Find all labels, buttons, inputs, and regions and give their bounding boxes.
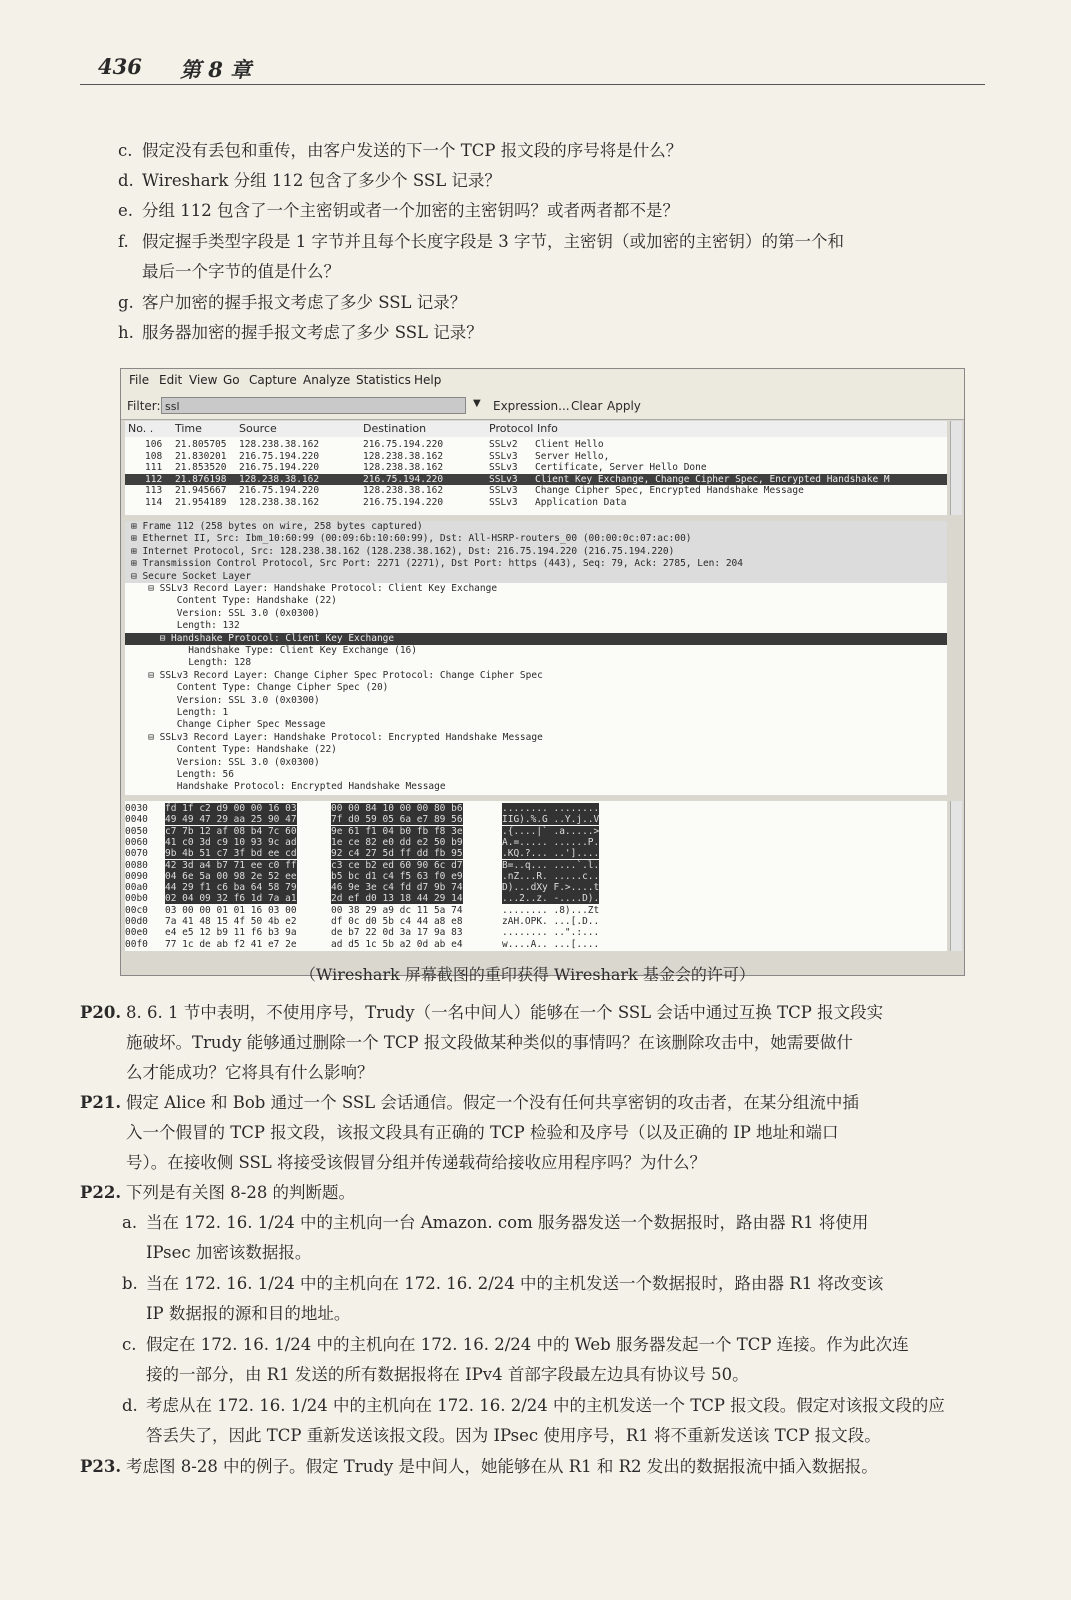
hex-b1: fd 1f c2 d9 00 00 16 03 (165, 803, 297, 814)
hex-b2: c3 ce b2 ed 60 90 6c d7 (331, 859, 463, 871)
hex-row (125, 905, 947, 916)
clear-button[interactable]: Clear (571, 399, 603, 413)
hex-b1: 44 29 f1 c6 ba 64 58 79 (165, 882, 297, 894)
hex-b1: e4 e5 12 b9 11 f6 b3 9a (165, 927, 297, 939)
menu-edit[interactable]: Edit (159, 373, 183, 387)
hex-asc: A.=..... ......P. (502, 836, 600, 848)
detail-row[interactable]: Content Type: Change Cipher Spec (20) (131, 682, 389, 694)
figure-caption: （Wireshark 屏幕截图的重印获得 Wireshark 基金会的许可） (300, 965, 755, 984)
sub-label: c. (122, 1335, 137, 1354)
problem-number: P22. (80, 1183, 122, 1202)
hex-row (125, 848, 947, 859)
question-label: c. (118, 141, 133, 160)
page-number: 436 (98, 54, 142, 79)
problem-line: 假定 Alice 和 Bob 通过一个 SSL 会话通信。假定一个没有任何共享密钥的攻击者，在某分组流中插 (126, 1093, 859, 1112)
hex-row (125, 893, 947, 904)
hex-asc: ...2..z. -....D). (502, 893, 600, 905)
column-destination[interactable]: Destination (363, 422, 427, 435)
detail-row[interactable]: ⊞ Ethernet II, Src: Ibm_10:60:99 (00:09:6b:10:60:99), Dst: All-HSRP-routers_00 (00:00:0c:07:ac:00) (125, 533, 947, 545)
hex-b1: c7 7b 12 af 08 b4 7c 60 (165, 825, 297, 837)
problem-line: 下列是有关图 8-28 的判断题。 (126, 1183, 356, 1202)
chapter-title: 第 8 章 (180, 57, 252, 82)
filter-label: Filter: (127, 399, 161, 413)
hex-row (125, 814, 947, 825)
packet-list (125, 437, 947, 515)
packet-time: 21.805705 (175, 439, 227, 450)
question-text: 客户加密的握手报文考虑了多少 SSL 记录？ (142, 293, 467, 312)
question-label: e. (118, 201, 134, 220)
packet-info: Client Hello (535, 439, 604, 450)
hex-asc: ........ .8)...Zt (502, 904, 600, 916)
table-row[interactable] (125, 474, 947, 485)
packet-proto: SSLv3 (489, 450, 518, 462)
hex-row (125, 860, 947, 871)
problem-line: 么才能成功？它将具有什么影响？ (126, 1063, 374, 1082)
menu-go[interactable]: Go (223, 373, 240, 387)
packet-no: 111 (145, 462, 163, 473)
problem-number: P23. (80, 1457, 122, 1476)
packet-src: 216.75.194.220 (239, 485, 320, 496)
hex-row (125, 916, 947, 927)
hex-asc: .{....|` .a.....> (502, 825, 600, 837)
hex-b1: 04 6e 5a 00 98 2e 52 ee (165, 870, 297, 882)
packet-list-scrollbar[interactable] (950, 421, 962, 515)
packet-time: 21.876198 (175, 473, 227, 485)
hex-b1: 49 49 47 29 aa 25 90 47 (165, 814, 297, 826)
detail-row[interactable]: ⊞ Transmission Control Protocol, Src Port: 2271 (2271), Dst Port: https (443), Seq: 79, Ack: 2785, Len: 204 (125, 558, 947, 570)
hex-b2: 9e 61 f1 04 b0 fb f8 3e (331, 825, 463, 837)
packet-info: Certificate, Server Hello Done (535, 462, 707, 473)
menu-bar (121, 369, 964, 394)
column-source[interactable]: Source (239, 422, 277, 435)
packet-no: 113 (145, 485, 163, 496)
problem-line: 入一个假冒的 TCP 报文段，该报文段具有正确的 TCP 检验和及序号（以及正确的 IP 地址和端口 (126, 1123, 839, 1142)
sub-line: 假定在 172. 16. 1/24 中的主机向在 172. 16. 2/24 中的 Web 服务器发起一个 TCP 连接。作为此次连 (146, 1335, 909, 1354)
packet-proto: SSLv3 (489, 473, 518, 485)
packet-src: 216.75.194.220 (239, 462, 320, 473)
hex-b1: 02 04 09 32 f6 1d 7a a1 (165, 893, 297, 905)
hex-b2: 7f d0 59 05 6a e7 89 56 (331, 814, 463, 826)
question-label: d. (118, 171, 134, 190)
hex-asc: IIG).%.G ..Y.j..V (502, 814, 600, 826)
sub-line: 接的一部分，由 R1 发送的所有数据报将在 IPv4 首部字段最左边具有协议号 50。 (146, 1365, 749, 1384)
hex-b2: 2d ef d0 13 18 44 29 14 (331, 893, 463, 905)
menu-view[interactable]: View (189, 373, 218, 387)
hex-b2: 00 00 84 10 00 00 80 b6 (331, 803, 463, 814)
sub-line: 考虑从在 172. 16. 1/24 中的主机向在 172. 16. 2/24 中的主机发送一个 TCP 报文段。假定对该报文段的应 (146, 1396, 945, 1415)
hex-b2: 46 9e 3e c4 fd d7 9b 74 (331, 882, 463, 894)
packet-bytes (125, 801, 947, 951)
packet-src: 128.238.38.162 (239, 496, 320, 508)
menu-capture[interactable]: Capture (249, 373, 297, 387)
hex-b2: df 0c d0 5b c4 44 a8 e8 (331, 916, 463, 927)
question-text: 分组 112 包含了一个主密钥或者一个加密的主密钥吗？或者两者都不是？ (142, 201, 679, 220)
hex-row (125, 939, 947, 950)
detail-row[interactable]: ⊟ Handshake Protocol: Client Key Exchange (125, 633, 947, 645)
sub-line: IP 数据报的源和目的地址。 (146, 1304, 351, 1323)
hex-asc: ........ ........ (502, 803, 600, 814)
hex-off: 0040 (125, 814, 148, 826)
hex-b1: 7a 41 48 15 4f 50 4b e2 (165, 916, 297, 927)
question-text: 服务器加密的握手报文考虑了多少 SSL 记录？ (142, 323, 483, 342)
column-info[interactable]: Info (537, 422, 558, 435)
chevron-down-icon[interactable]: ▼ (473, 398, 481, 409)
menu-help[interactable]: Help (414, 373, 442, 387)
question-label: g. (118, 293, 134, 312)
page-header (80, 48, 985, 85)
detail-row[interactable]: ⊞ Internet Protocol, Src: 128.238.38.162 (128.238.38.162), Dst: 216.75.194.220 (216.75.194.220) (125, 546, 947, 558)
packet-dst: 216.75.194.220 (363, 439, 444, 450)
hex-b1: 9b 4b 51 c7 3f bd ee cd (165, 848, 297, 860)
detail-row[interactable]: ⊟ SSLv3 Record Layer: Handshake Protocol: Client Key Exchange (131, 583, 498, 594)
apply-button[interactable]: Apply (607, 399, 641, 413)
detail-row[interactable]: Length: 128 (131, 657, 252, 669)
hex-b2: 1e ce 82 e0 dd e2 50 b9 (331, 836, 463, 848)
table-row[interactable] (125, 485, 947, 496)
detail-row[interactable]: Change Cipher Spec Message (131, 719, 326, 731)
packet-no: 108 (145, 450, 163, 462)
packet-proto: SSLv2 (489, 439, 518, 450)
problem-line: 施破坏。Trudy 能够通过删除一个 TCP 报文段做某种类似的事情吗？在该删除攻击中，她需要做什 (126, 1033, 853, 1052)
packet-proto: SSLv3 (489, 462, 518, 473)
hex-off: 0060 (125, 836, 148, 848)
hex-asc: ........ ..".:... (502, 927, 600, 939)
detail-row[interactable]: ⊟ Secure Socket Layer (125, 571, 947, 583)
filter-input[interactable]: ssl (161, 397, 466, 414)
packet-no: 112 (145, 473, 163, 485)
hex-row (125, 927, 947, 938)
sub-label: d. (122, 1396, 138, 1415)
hex-off: 00d0 (125, 916, 148, 927)
problem-number: P20. (80, 1003, 122, 1022)
hex-b1: 03 00 00 01 01 16 03 00 (165, 904, 297, 916)
packet-info: Client Key Exchange, Change Cipher Spec, Encrypted Handshake M (535, 473, 890, 485)
sub-line: IPsec 加密该数据报。 (146, 1243, 312, 1262)
hex-b2: 92 c4 27 5d ff dd fb 95 (331, 848, 463, 860)
packet-time: 21.853520 (175, 462, 227, 473)
packet-proto: SSLv3 (489, 496, 518, 508)
table-row[interactable] (125, 497, 947, 508)
sub-line: 当在 172. 16. 1/24 中的主机向一台 Amazon. com 服务器发送一个数据报时，路由器 R1 将使用 (146, 1213, 869, 1232)
hex-asc: w....A.. ...[.... (502, 938, 600, 950)
question-label: h. (118, 323, 134, 342)
sub-label: b. (122, 1274, 138, 1293)
detail-row[interactable]: Length: 56 (131, 769, 234, 780)
packet-dst: 216.75.194.220 (363, 473, 444, 485)
sub-line: 当在 172. 16. 1/24 中的主机向在 172. 16. 2/24 中的主机发送一个数据报时，路由器 R1 将改变该 (146, 1274, 884, 1293)
problem-line: 考虑图 8-28 中的例子。假定 Trudy 是中间人，她能够在从 R1 和 R2 发出的数据报流中插入数据报。 (126, 1457, 878, 1476)
table-row[interactable] (125, 451, 947, 462)
wireshark-screenshot (120, 368, 965, 976)
packet-proto: SSLv3 (489, 485, 518, 496)
detail-row[interactable]: ⊟ SSLv3 Record Layer: Change Cipher Spec Protocol: Change Cipher Spec (131, 669, 543, 681)
menu-statistics[interactable]: Statistics (356, 373, 411, 387)
sub-line: 答丢失了，因此 TCP 重新发送该报文段。因为 IPsec 使用序号，R1 将不重新发送该 TCP 报文段。 (146, 1426, 881, 1445)
column-no[interactable]: No. . (128, 422, 154, 435)
packet-details (125, 521, 947, 795)
hex-asc: D)...dXy F.>....t (502, 882, 600, 894)
hex-off: 00b0 (125, 893, 148, 905)
detail-row[interactable]: Version: SSL 3.0 (0x0300) (131, 694, 320, 706)
detail-row[interactable]: ⊞ Frame 112 (258 bytes on wire, 258 bytes captured) (125, 521, 947, 533)
hex-row (125, 837, 947, 848)
hex-row (125, 803, 947, 814)
problem-line: 8. 6. 1 节中表明，不使用序号，Trudy（一名中间人）能够在一个 SSL 会话中通过互换 TCP 报文段实 (126, 1003, 884, 1022)
menu-analyze[interactable]: Analyze (303, 373, 351, 387)
packet-dst: 128.238.38.162 (363, 450, 444, 462)
detail-row[interactable]: Handshake Protocol: Encrypted Handshake Message (131, 781, 446, 793)
hex-b2: ad d5 1c 5b a2 0d ab e4 (331, 938, 463, 950)
hex-row (125, 882, 947, 893)
detail-row[interactable]: ⊟ SSLv3 Record Layer: Handshake Protocol: Encrypted Handshake Message (131, 731, 543, 743)
question-text: 假定没有丢包和重传，由客户发送的下一个 TCP 报文段的序号将是什么？ (142, 141, 683, 160)
column-time[interactable]: Time (175, 422, 202, 435)
detail-row[interactable]: Version: SSL 3.0 (0x0300) (131, 756, 320, 768)
hex-off: 0030 (125, 803, 148, 814)
hex-asc: .KQ.?... ..'].... (502, 848, 600, 860)
table-row[interactable] (125, 462, 947, 473)
detail-row[interactable]: Handshake Type: Client Key Exchange (16) (131, 645, 417, 656)
packet-info: Application Data (535, 496, 627, 508)
bytes-scrollbar[interactable] (950, 801, 962, 951)
hex-b1: 42 3d a4 b7 71 ee c0 ff (165, 859, 297, 871)
column-protocol[interactable]: Protocol (489, 422, 534, 435)
hex-off: 00a0 (125, 882, 148, 894)
question-text: 最后一个字节的值是什么？ (142, 262, 340, 281)
packet-src: 216.75.194.220 (239, 450, 320, 462)
packet-no: 114 (145, 496, 163, 508)
hex-asc: .nZ...R. .....c.. (502, 870, 600, 882)
hex-b2: de b7 22 0d 3a 17 9a 83 (331, 927, 463, 939)
hex-off: 00e0 (125, 927, 148, 939)
hex-off: 00f0 (125, 938, 148, 950)
packet-src: 128.238.38.162 (239, 473, 320, 485)
hex-asc: B=..q... ....`.l. (502, 859, 600, 871)
hex-row (125, 871, 947, 882)
hex-asc: zAH.OPK. ...[.D.. (502, 916, 600, 927)
packet-dst: 216.75.194.220 (363, 496, 444, 508)
hex-b2: 00 38 29 a9 dc 11 5a 74 (331, 904, 463, 916)
sub-label: a. (122, 1213, 138, 1232)
packet-dst: 128.238.38.162 (363, 462, 444, 473)
hex-off: 00c0 (125, 904, 148, 916)
packet-src: 128.238.38.162 (239, 439, 320, 450)
question-text: Wireshark 分组 112 包含了多少个 SSL 记录？ (142, 171, 501, 190)
packet-time: 21.830201 (175, 450, 227, 462)
packet-info: Change Cipher Spec, Encrypted Handshake Message (535, 485, 804, 496)
menu-file[interactable]: File (129, 373, 150, 387)
hex-b2: b5 bc d1 c4 f5 63 f0 e9 (331, 870, 463, 882)
hex-off: 0050 (125, 825, 148, 837)
packet-dst: 128.238.38.162 (363, 485, 444, 496)
hex-row (125, 826, 947, 837)
detail-row[interactable]: Length: 132 (131, 620, 240, 632)
question-label: f. (118, 232, 129, 251)
packet-time: 21.954189 (175, 496, 227, 508)
hex-off: 0090 (125, 870, 148, 882)
packet-no: 106 (145, 439, 163, 450)
hex-b1: 77 1c de ab f2 41 e7 2e (165, 938, 297, 950)
detail-row[interactable]: Content Type: Handshake (22) (131, 595, 337, 607)
hex-off: 0080 (125, 859, 148, 871)
packet-info: Server Hello, (535, 450, 610, 462)
expression-button[interactable]: Expression... (493, 399, 570, 413)
filter-toolbar (121, 393, 964, 420)
hex-b1: 41 c0 3d c9 10 93 9c ad (165, 836, 297, 848)
packet-time: 21.945667 (175, 485, 227, 496)
detail-row[interactable]: Content Type: Handshake (22) (131, 744, 337, 756)
packet-list-header (125, 421, 947, 438)
hex-off: 0070 (125, 848, 148, 860)
problem-line: 号）。在接收侧 SSL 将接受该假冒分组并传递载荷给接收应用程序吗？为什么？ (126, 1153, 707, 1172)
table-row[interactable] (125, 439, 947, 450)
problem-number: P21. (80, 1093, 122, 1112)
question-text: 假定握手类型字段是 1 字节并且每个长度字段是 3 字节，主密钥（或加密的主密钥）的第一个和 (142, 232, 844, 251)
detail-row[interactable]: Length: 1 (131, 707, 229, 718)
detail-row[interactable]: Version: SSL 3.0 (0x0300) (131, 607, 320, 619)
